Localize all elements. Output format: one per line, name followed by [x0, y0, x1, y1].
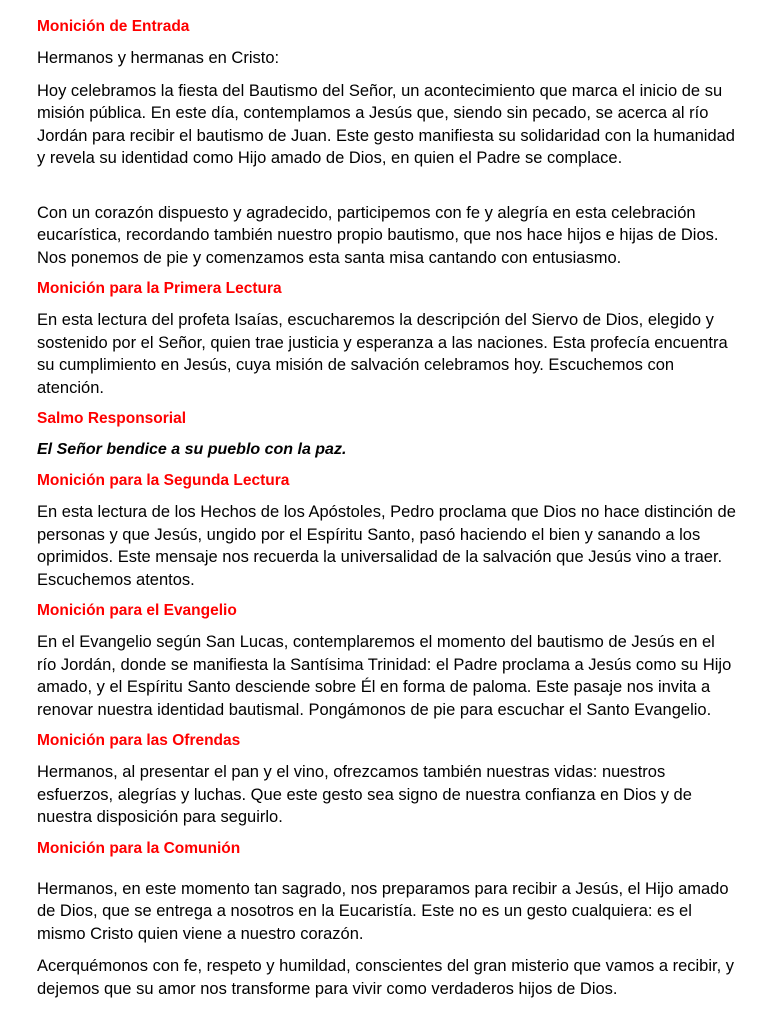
heading-ofrendas: Monición para las Ofrendas: [37, 732, 241, 749]
heading-evangelio: Monición para el Evangelio: [37, 602, 237, 619]
heading-salmo-responsorial: Salmo Responsorial: [37, 410, 187, 427]
ofrendas-paragraph: Hermanos, al presentar el pan y el vino, ofrezcamos también nuestras vidas: nuestros esfuerzos, alegrías y luchas. Que este gesto sea signo de nuestra confianza en Dios y de nuestra disposición para seguirlo.: [37, 763, 692, 826]
heading-primera-lectura: Monición para la Primera Lectura: [37, 280, 282, 297]
heading-comunion: Monición para la Comunión: [37, 839, 241, 857]
comunion-paragraph-2: Acerquémonos con fe, respeto y humildad, conscientes del gran misterio que vamos a recibir, y dejemos que su amor nos transforme para vivir como verdaderos hijos de Dios.: [37, 957, 735, 998]
evangelio-paragraph: En el Evangelio según San Lucas, contemplaremos el momento del bautismo de Jesús en el río Jordán, donde se manifiesta la Santísima Trinidad: el Padre proclama a Jesús como su Hijo amado, y el Espíritu Santo desciende sobre Él en forma de paloma. Este pasaje nos invita a renovar nuestra identidad bautismal. Pongámonos de pie para escuchar el Santo Evangelio.: [37, 633, 732, 719]
comunion-paragraph-1: Hermanos, en este momento tan sagrado, nos preparamos para recibir a Jesús, el Hijo amado de Dios, que se entrega a nosotros en la Eucaristía. Este no es un gesto cualquiera: es el mismo Cristo quien viene a nuestro corazón.: [37, 879, 729, 943]
heading-segunda-lectura: Monición para la Segunda Lectura: [37, 472, 290, 489]
entrada-paragraph-1: Hoy celebramos la fiesta del Bautismo del Señor, un acontecimiento que marca el inicio de su misión pública. En este día, contemplamos a Jesús que, siendo sin pecado, se acerca al río Jordán para recibir el bautismo de Juan. Este gesto manifiesta su solidaridad con la humanidad y revela su identidad como Hijo amado de Dios, en quien el Padre se complace.: [37, 81, 735, 167]
heading-monicion-entrada: Monición de Entrada: [37, 18, 190, 35]
salmo-response: El Señor bendice a su pueblo con la paz.: [37, 441, 347, 458]
entrada-paragraph-2: Con un corazón dispuesto y agradecido, participemos con fe y alegría en esta celebración eucarística, recordando también nuestro propio bautismo, que nos hace hijos e hijas de Dios. Nos ponemos de pie y comenzamos esta santa misa cantando con entusiasmo.: [37, 203, 719, 267]
segunda-lectura-paragraph: En esta lectura de los Hechos de los Apóstoles, Pedro proclama que Dios no hace distinción de personas y que Jesús, ungido por el Espíritu Santo, pasó haciendo el bien y sanando a los oprimidos. Este mensaje nos recuerda la universalidad de la salvación que Jesús vino a traer. Escuchemos atentos.: [37, 503, 736, 589]
primera-lectura-paragraph: En esta lectura del profeta Isaías, escucharemos la descripción del Siervo de Dios, elegido y sostenido por el Señor, quien trae justicia y esperanza a las naciones. Esta profecía encuentra su cumplimiento en Jesús, cuya misión de salvación celebramos hoy. Escuchemos con atención.: [37, 311, 728, 397]
greeting-text: Hermanos y hermanas en Cristo:: [37, 49, 280, 67]
